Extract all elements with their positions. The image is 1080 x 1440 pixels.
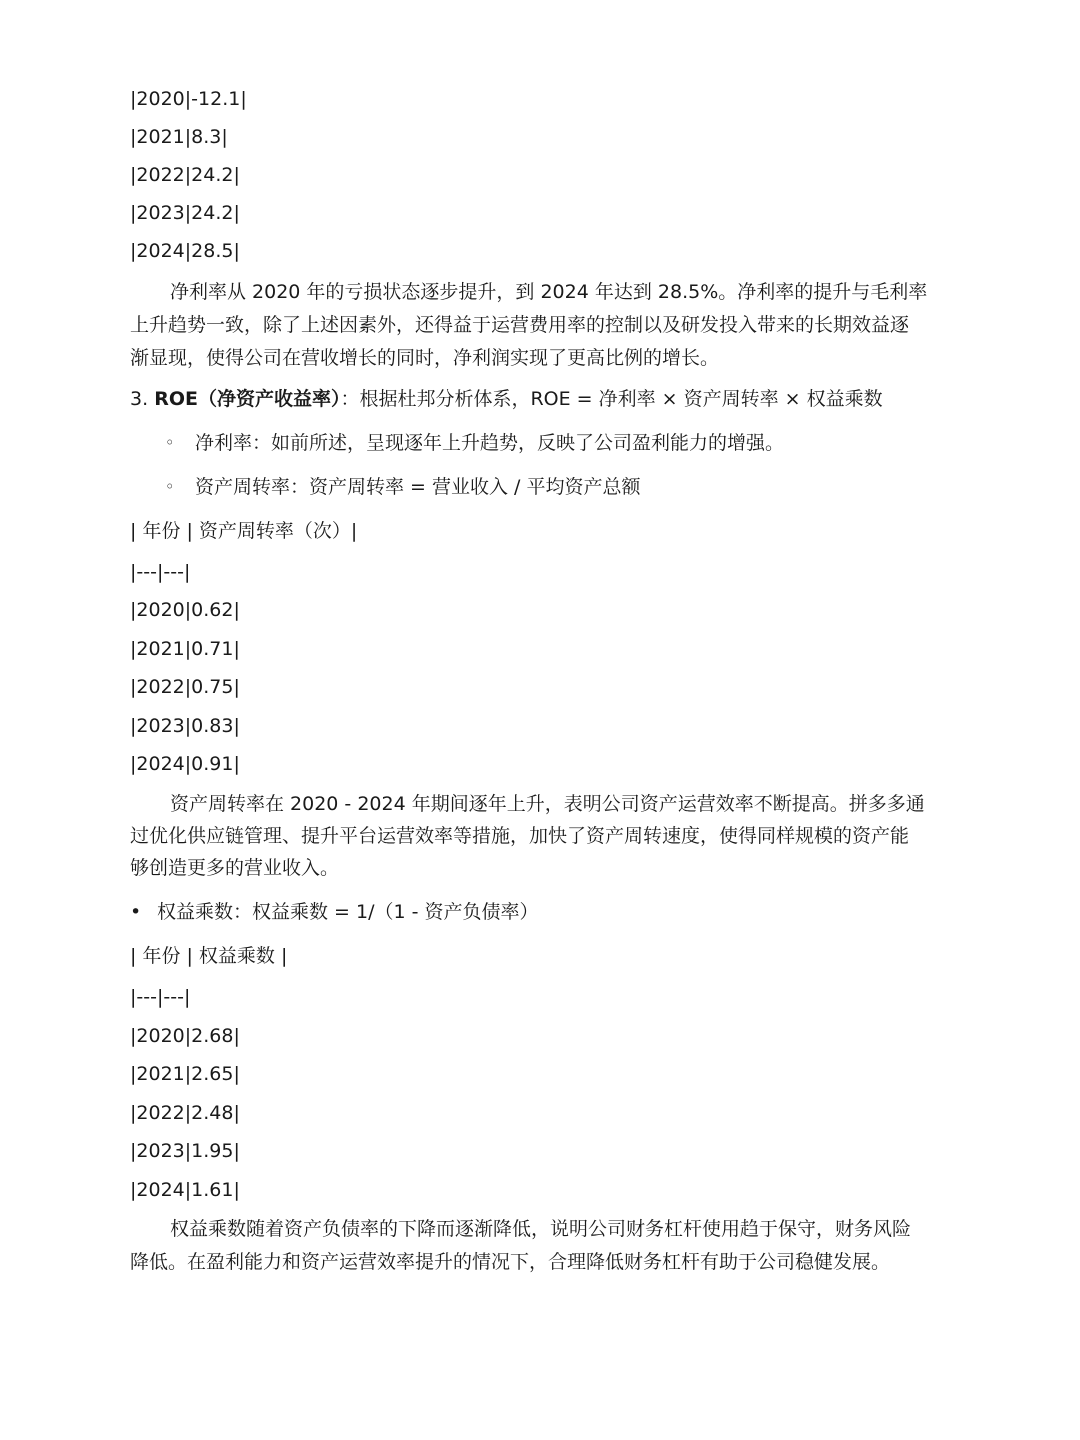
net-margin-paragraph-line-3: 渐显现，使得公司在营收增长的同时，净利润实现了更高比例的增长。 xyxy=(130,347,720,369)
equity-row-2024: |2024|1.61| xyxy=(130,1179,240,1201)
roe-item-number: 3. xyxy=(130,388,149,410)
roe-item-text: ：根据杜邦分析体系，ROE = 净利率 × 资产周转率 × 权益乘数 xyxy=(340,388,883,410)
equity-table-header: | 年份 | 权益乘数 | xyxy=(130,945,288,967)
equity-row-2022: |2022|2.48| xyxy=(130,1102,240,1124)
net-margin-row-2022: |2022|24.2| xyxy=(130,164,240,186)
hollow-bullet-icon: ◦ xyxy=(165,433,175,452)
equity-table-separator: |---|---| xyxy=(130,986,191,1008)
equity-paragraph-line-1: 权益乘数随着资产负债率的下降而逐渐降低，说明公司财务杠杆使用趋于保守，财务风险 xyxy=(170,1218,912,1240)
turnover-row-2021: |2021|0.71| xyxy=(130,638,240,660)
turnover-row-2024: |2024|0.91| xyxy=(130,753,240,775)
net-margin-row-2020: |2020|-12.1| xyxy=(130,88,247,110)
turnover-row-2023: |2023|0.83| xyxy=(130,715,240,737)
equity-row-2023: |2023|1.95| xyxy=(130,1140,240,1162)
equity-multiplier-bullet: 权益乘数：权益乘数 = 1/（1 - 资产负债率） xyxy=(157,901,539,923)
roe-item-title: ROE（净资产收益率） xyxy=(154,388,341,410)
net-margin-row-2021: |2021|8.3| xyxy=(130,126,228,148)
turnover-row-2020: |2020|0.62| xyxy=(130,599,240,621)
equity-paragraph-line-2: 降低。在盈利能力和资产运营效率提升的情况下，合理降低财务杠杆有助于公司稳健发展。 xyxy=(130,1251,891,1273)
sub-bullet-asset-turnover: 资产周转率：资产周转率 = 营业收入 / 平均资产总额 xyxy=(195,476,641,498)
solid-bullet-icon: • xyxy=(130,901,142,923)
net-margin-row-2023: |2023|24.2| xyxy=(130,202,240,224)
net-margin-row-2024: |2024|28.5| xyxy=(130,240,240,262)
turnover-paragraph-line-3: 够创造更多的营业收入。 xyxy=(130,857,340,879)
turnover-paragraph-line-1: 资产周转率在 2020 - 2024 年期间逐年上升，表明公司资产运营效率不断提高。拼多多通 xyxy=(170,793,925,815)
turnover-row-2022: |2022|0.75| xyxy=(130,676,240,698)
sub-bullet-net-margin: 净利率：如前所述，呈现逐年上升趋势，反映了公司盈利能力的增强。 xyxy=(195,432,785,454)
net-margin-paragraph-line-1: 净利率从 2020 年的亏损状态逐步提升，到 2024 年达到 28.5%。净利率的提升与毛利率 xyxy=(170,281,928,303)
equity-row-2020: |2020|2.68| xyxy=(130,1025,240,1047)
roe-item xyxy=(130,383,883,415)
net-margin-paragraph-line-2: 上升趋势一致，除了上述因素外，还得益于运营费用率的控制以及研发投入带来的长期效益逐 xyxy=(130,314,910,336)
turnover-table-header: | 年份 | 资产周转率（次）| xyxy=(130,520,358,542)
turnover-table-separator: |---|---| xyxy=(130,561,191,583)
hollow-bullet-icon: ◦ xyxy=(165,477,175,496)
turnover-paragraph-line-2: 过优化供应链管理、提升平台运营效率等措施，加快了资产周转速度，使得同样规模的资产能 xyxy=(130,825,910,847)
equity-row-2021: |2021|2.65| xyxy=(130,1063,240,1085)
